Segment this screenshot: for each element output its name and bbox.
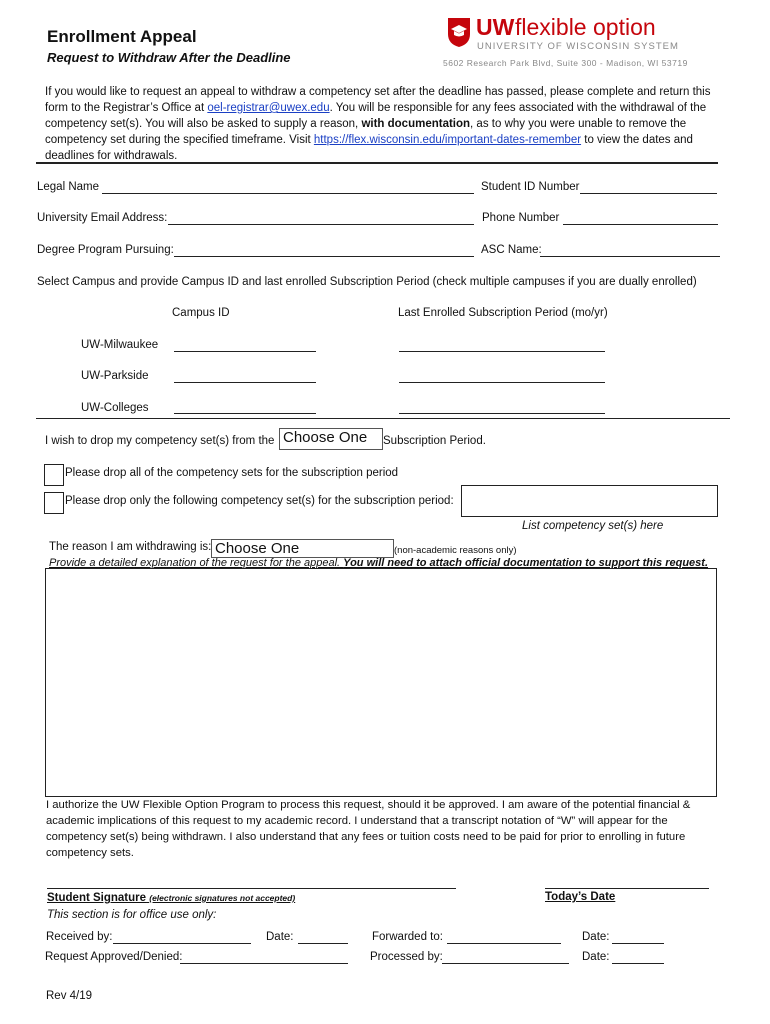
drop-suffix: Subscription Period. (383, 435, 486, 447)
received-by-label: Received by: (46, 931, 113, 943)
explanation-instruction: Provide a detailed explanation of the request for the appeal. You will need to attach official documentation to support this request. (49, 557, 709, 569)
legal-name-field[interactable] (102, 193, 474, 194)
drop-prefix: I wish to drop my competency set(s) from the (45, 435, 275, 447)
forwarded-to-label: Forwarded to: (372, 931, 443, 943)
form-subtitle: Request to Withdraw After the Deadline (47, 50, 291, 65)
form-title: Enrollment Appeal (47, 27, 197, 46)
student-id-label: Student ID Number (481, 181, 580, 193)
processed-date-field[interactable] (612, 963, 664, 964)
colleges-period-field[interactable] (399, 413, 605, 414)
campus-instruction: Select Campus and provide Campus ID and last enrolled Subscription Period (check multiple campuses if you are dually enrolled) (37, 276, 697, 288)
degree-label: Degree Program Pursuing: (37, 244, 174, 256)
processed-by-field[interactable] (442, 963, 569, 964)
milwaukee-id-field[interactable] (174, 351, 316, 352)
logo-uw-text: UW (476, 14, 515, 40)
campus-id-header: Campus ID (172, 307, 230, 319)
signature-field[interactable] (47, 888, 456, 889)
reason-select[interactable]: Choose One (211, 539, 394, 558)
campus-row-label: UW-Milwaukee (81, 339, 159, 351)
subscription-period-header: Last Enrolled Subscription Period (mo/yr) (398, 307, 608, 319)
subscription-period-select[interactable]: Choose One (279, 428, 383, 450)
signature-label: Student Signature (electronic signatures not accepted) (47, 892, 296, 904)
important-dates-link[interactable]: https://flex.wisconsin.edu/important-dates-remember (313, 134, 582, 146)
drop-all-label: Please drop all of the competency sets for the subscription period (65, 467, 399, 479)
colleges-id-field[interactable] (174, 413, 316, 414)
asc-field[interactable] (540, 256, 720, 257)
email-field[interactable] (168, 224, 474, 225)
forwarded-date-field[interactable] (612, 943, 664, 944)
processed-date-label: Date: (582, 951, 610, 963)
milwaukee-period-field[interactable] (399, 351, 605, 352)
competency-sets-input[interactable] (461, 485, 718, 517)
campus-row-label: UW-Parkside (81, 370, 149, 382)
section-divider (36, 418, 730, 419)
processed-by-label: Processed by: (370, 951, 443, 963)
forwarded-date-label: Date: (582, 931, 610, 943)
registrar-email-link[interactable]: oel-registrar@uwex.edu (207, 102, 330, 114)
graduation-cap-shield-icon (446, 16, 472, 48)
reason-note: (non-academic reasons only) (394, 545, 517, 556)
list-hint: List competency set(s) here (522, 520, 664, 532)
logo-address: 5602 Research Park Blvd, Suite 300 - Madison, WI 53719 (443, 58, 688, 68)
revision-label: Rev 4/19 (46, 990, 93, 1002)
reason-label: The reason I am withdrawing is: (49, 541, 212, 553)
parkside-period-field[interactable] (399, 382, 605, 383)
intro-paragraph: If you would like to request an appeal to withdraw a competency set after the deadline has passed, please complete and return this form to the Registrar’s Office at oel-registrar@uwex.edu. You will be responsible for any fees associated with the withdrawal of the competency set(s). You will also be asked to supply a reason, with documentation, as to why you were unable to remove the competency set during the specified timeframe. Visit https://flex.wisconsin.edu/important-dates-remember to view the dates and deadlines for withdrawals. (45, 86, 711, 162)
asc-label: ASC Name: (481, 244, 542, 256)
campus-row-label: UW-Colleges (81, 402, 149, 414)
logo-university-text: UNIVERSITY OF WISCONSIN SYSTEM (477, 41, 679, 52)
received-date-field[interactable] (298, 943, 348, 944)
degree-field[interactable] (174, 256, 474, 257)
received-by-field[interactable] (113, 943, 251, 944)
office-use-heading: This section is for office use only: (47, 909, 217, 921)
received-date-label: Date: (266, 931, 294, 943)
parkside-id-field[interactable] (174, 382, 316, 383)
email-label: University Email Address: (37, 212, 168, 224)
approved-denied-field[interactable] (180, 963, 348, 964)
section-divider (36, 162, 718, 164)
date-field[interactable] (545, 888, 709, 889)
student-id-field[interactable] (580, 193, 717, 194)
explanation-textarea[interactable] (45, 568, 717, 797)
date-label: Today’s Date (545, 891, 616, 903)
approved-denied-label: Request Approved/Denied: (45, 951, 183, 963)
drop-some-label: Please drop only the following competency set(s) for the subscription period: (65, 495, 454, 507)
authorization-statement: I authorize the UW Flexible Option Program to process this request, should it be approved. I am aware of the potential financial & academic implications of this request to my academic record. I understand that a transcript notation of “W” will appear for the competency set(s) being withdrawn. I also understand that any fees or tuition costs need to be paid for prior to enrolling in future competency sets. (46, 799, 691, 859)
phone-label: Phone Number (482, 212, 560, 224)
drop-all-checkbox[interactable] (44, 464, 64, 486)
logo-flex-text: flexible option (515, 14, 656, 40)
legal-name-label: Legal Name (37, 181, 100, 193)
drop-some-checkbox[interactable] (44, 492, 64, 514)
phone-field[interactable] (563, 224, 718, 225)
forwarded-to-field[interactable] (447, 943, 561, 944)
